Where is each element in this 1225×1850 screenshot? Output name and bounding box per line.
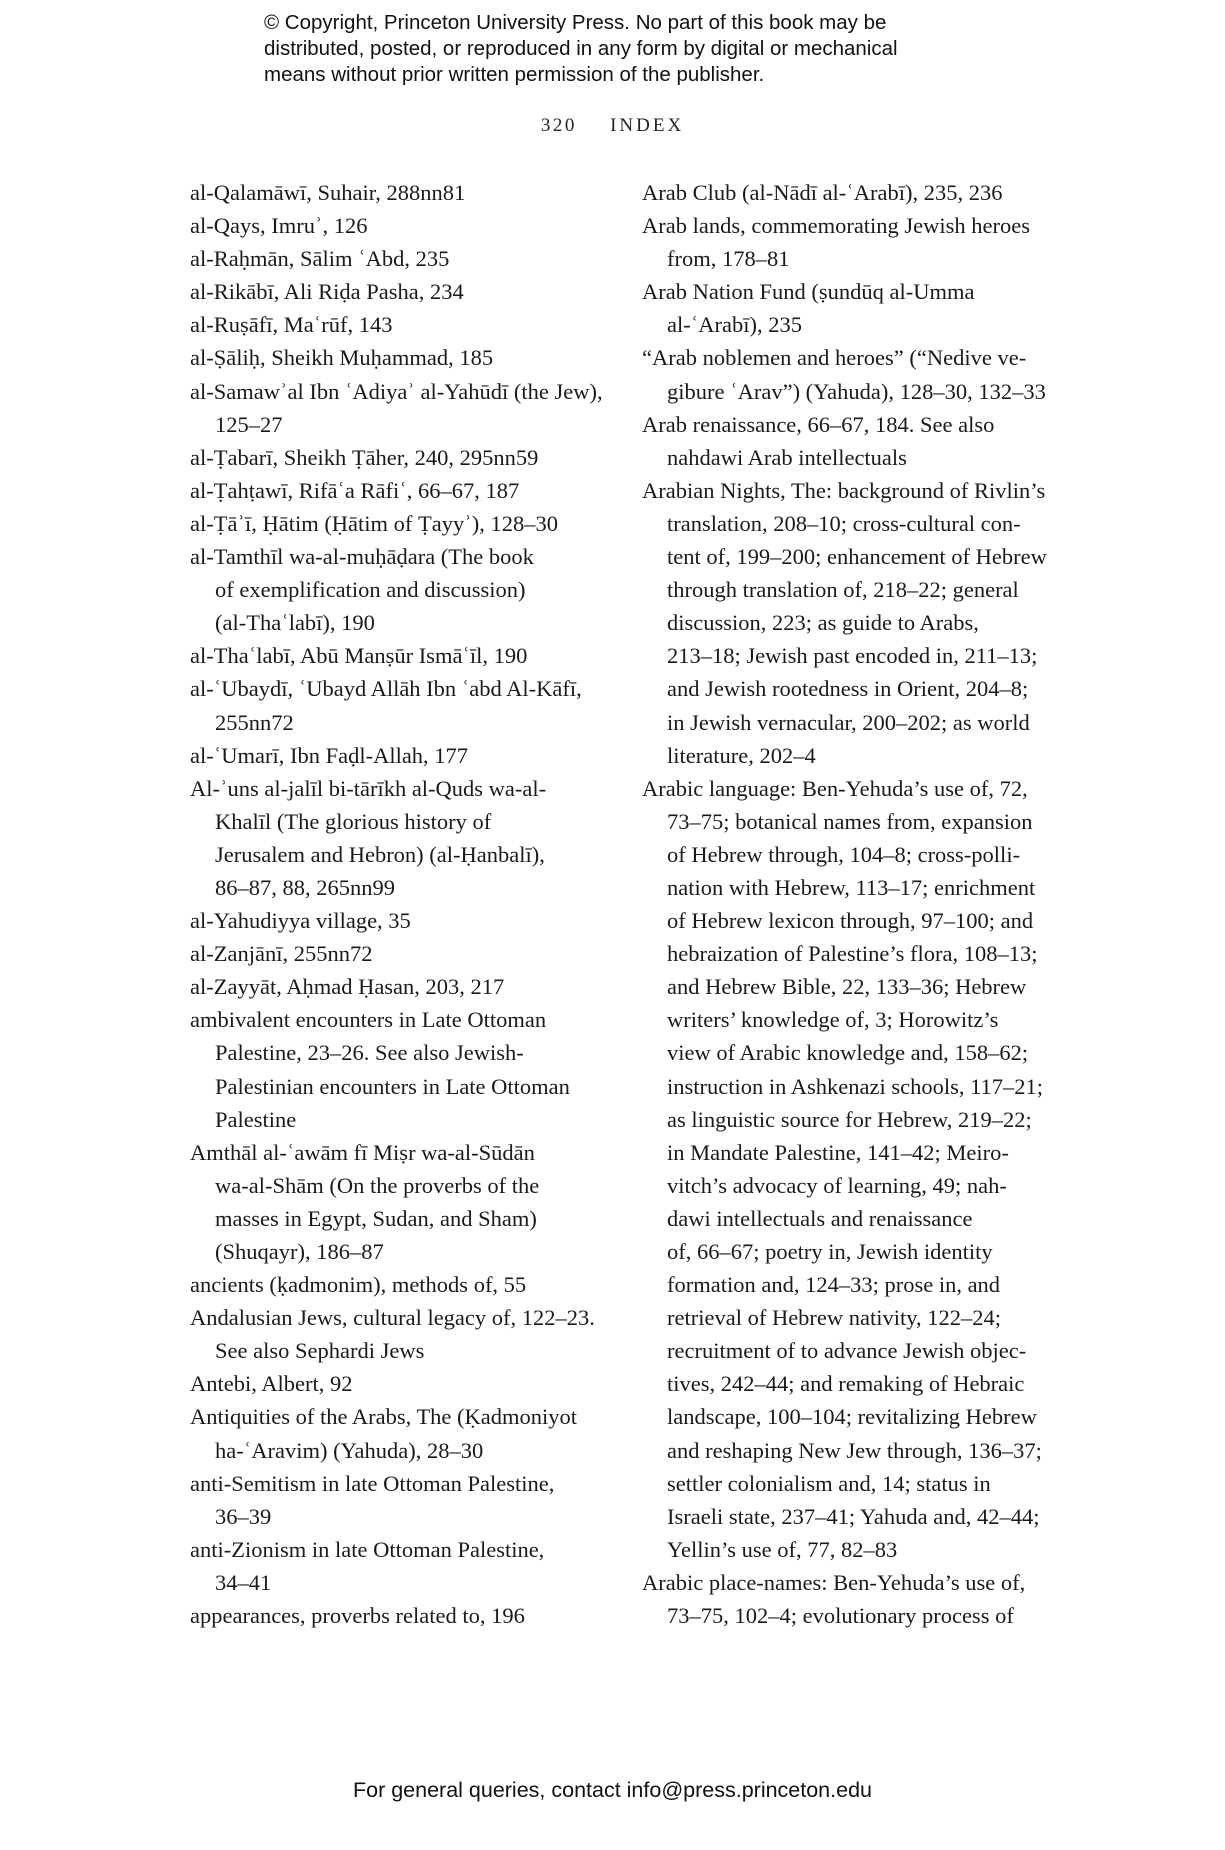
index-entry	[190, 739, 610, 772]
index-entry-heading: Andalusian Jews, cultural legacy of, 122–23.	[190, 1305, 595, 1331]
index-entry-continuation: masses in Egypt, Sudan, and Sham)	[215, 1205, 537, 1231]
index-entry-continuation: Palestine	[215, 1106, 297, 1132]
index-entry-heading: al-Qays, Imruʾ, 126	[190, 213, 368, 239]
footer-contact: For general queries, contact info@press.princeton.edu	[352, 1778, 872, 1802]
index-entry-continuation: of Hebrew through, 104–8; cross-polli-	[667, 841, 1021, 867]
index-entry-heading: al-ʿUbaydī, ʿUbayd Allāh Ibn ʿabd Al-Kāfī,	[190, 676, 582, 702]
index-entry-continuation: (Shuqayr), 186–87	[215, 1239, 384, 1264]
page-number: 320	[540, 115, 577, 136]
index-entry-continuation: See also Sephardi Jews	[215, 1338, 425, 1364]
index-entry-heading: Arabic place-names: Ben-Yehuda’s use of,	[642, 1569, 1026, 1595]
index-entry-continuation: hebraization of Palestine’s flora, 108–13;	[667, 941, 1038, 967]
index-entry	[190, 507, 610, 540]
index-entry-heading: al-Yahudiyya village, 35	[190, 908, 411, 934]
index-column-right	[642, 176, 1062, 1632]
index-entry-continuation: from, 178–81	[667, 246, 790, 272]
index-entry	[190, 375, 610, 441]
index-entry-heading: Arabic language: Ben-Yehuda’s use of, 72,	[642, 775, 1028, 801]
index-entry-continuation: 73–75; botanical names from, expansion	[667, 808, 1033, 834]
index-entry	[190, 1599, 610, 1632]
index-entry-heading: anti-Zionism in late Ottoman Palestine,	[190, 1536, 545, 1562]
index-entry-continuation: 73–75, 102–4; evolutionary process of	[667, 1603, 1014, 1629]
copyright-notice	[264, 10, 984, 88]
index-entry-heading: al-Tamthīl wa-al-muḥāḍara (The book	[190, 544, 534, 570]
index-entry-continuation: tent of, 199–200; enhancement of Hebrew	[667, 544, 1047, 570]
index-entry	[190, 672, 610, 738]
index-entry-continuation: (al-Thaʿlabī), 190	[215, 610, 375, 636]
index-entry	[190, 904, 610, 937]
index-entry	[190, 970, 610, 1003]
index-entry-continuation: wa-al-Shām (On the proverbs of the	[215, 1172, 540, 1198]
index-entry	[190, 937, 610, 970]
index-entry-heading: ambivalent encounters in Late Ottoman	[190, 1007, 547, 1033]
index-entry	[642, 275, 1062, 341]
index-entry-continuation: discussion, 223; as guide to Arabs,	[667, 610, 979, 636]
index-entry	[190, 1136, 610, 1268]
index-entry-continuation: retrieval of Hebrew nativity, 122–24;	[667, 1305, 1002, 1331]
index-entry	[190, 1467, 610, 1533]
index-entry-heading: al-Ruṣāfī, Maʿrūf, 143	[190, 312, 393, 338]
index-entry-continuation: of, 66–67; poetry in, Jewish identity	[667, 1239, 993, 1264]
index-entry-continuation: ha-ʿAravim) (Yahuda), 28–30	[215, 1437, 484, 1463]
index-entry-heading: appearances, proverbs related to, 196	[190, 1603, 525, 1629]
index-entry-continuation: Khalīl (The glorious history of	[215, 808, 492, 834]
index-entry	[190, 474, 610, 507]
index-entry-continuation: view of Arabic knowledge and, 158–62;	[667, 1040, 1029, 1066]
index-entry-continuation: of exemplification and discussion)	[215, 577, 526, 603]
index-entry-heading: al-ʿUmarī, Ibn Faḍl-Allah, 177	[190, 742, 469, 768]
index-entry-heading: “Arab noblemen and heroes” (“Nedive ve-	[642, 345, 1027, 371]
index-entry	[190, 308, 610, 341]
index-entry-continuation: and Hebrew Bible, 22, 133–36; Hebrew	[667, 974, 1027, 1000]
index-entry	[190, 341, 610, 374]
index-entry	[190, 1533, 610, 1599]
index-entry-heading: al-Raḥmān, Sālim ʿAbd, 235	[190, 246, 450, 272]
index-entry-heading: al-Zanjānī, 255nn72	[190, 941, 373, 967]
index-entry-continuation: landscape, 100–104; revitalizing Hebrew	[667, 1404, 1037, 1430]
index-entry-heading: al-Ṭāʾī, Ḥātim (Ḥātim of Ṭayyʾ), 128–30	[190, 510, 559, 536]
index-entry-continuation: of Hebrew lexicon through, 97–100; and	[667, 908, 1034, 934]
index-entry	[190, 209, 610, 242]
index-entry-continuation: vitch’s advocacy of learning, 49; nah-	[667, 1172, 1007, 1198]
index-entry	[190, 772, 610, 904]
index-entry-heading: Amthāl al-ʿawām fī Miṣr wa-al-Sūdān	[190, 1139, 535, 1165]
index-entry-heading: al-Rikābī, Ali Riḍa Pasha, 234	[190, 279, 464, 305]
index-entry	[190, 1268, 610, 1301]
index-entry-heading: Arab lands, commemorating Jewish heroes	[642, 213, 1031, 239]
index-entry-continuation: writers’ knowledge of, 3; Horowitz’s	[667, 1007, 999, 1033]
index-entry	[642, 408, 1062, 474]
index-entry	[190, 540, 610, 639]
index-entry	[190, 275, 610, 308]
index-entry	[642, 176, 1062, 209]
index-entry-continuation: Palestinian encounters in Late Ottoman	[215, 1073, 570, 1099]
index-entry-continuation: tives, 242–44; and remaking of Hebraic	[667, 1371, 1025, 1397]
index-entry-continuation: gibure ʿArav”) (Yahuda), 128–30, 132–33	[667, 378, 1046, 404]
index-entry-heading: al-Thaʿlabī, Abū Manṣūr Ismāʿīl, 190	[190, 643, 528, 669]
index-entry	[190, 1400, 610, 1466]
index-entry	[190, 242, 610, 275]
index-entry-continuation: 86–87, 88, 265nn99	[215, 874, 395, 900]
index-entry-heading: al-Zayyāt, Aḥmad Ḥasan, 203, 217	[190, 974, 505, 1000]
index-entry	[190, 1367, 610, 1400]
index-entry-heading: al-Ṭahṭawī, Rifāʿa Rāfiʿ, 66–67, 187	[190, 477, 520, 503]
index-entry-heading: al-Ṭabarī, Sheikh Ṭāher, 240, 295nn59	[190, 444, 539, 470]
index-entry	[642, 772, 1062, 1566]
index-entry-heading: ancients (ḳadmonim), methods of, 55	[190, 1272, 527, 1298]
copyright-line: means without prior written permission of the publisher.	[264, 63, 765, 86]
running-title: INDEX	[610, 115, 685, 136]
index-entry-continuation: settler colonialism and, 14; status in	[667, 1470, 991, 1496]
index-entry-continuation: instruction in Ashkenazi schools, 117–21;	[667, 1073, 1044, 1099]
index-entry-heading: al-Samawʾal Ibn ʿAdiyaʾ al-Yahūdī (the Jew),	[190, 378, 603, 404]
index-entry-heading: Arab Nation Fund (ṣundūq al-Umma	[642, 279, 975, 305]
index-entry	[190, 176, 610, 209]
running-head	[0, 115, 1225, 137]
index-entry-continuation: in Mandate Palestine, 141–42; Meiro-	[667, 1139, 1009, 1165]
index-entry-continuation: translation, 208–10; cross-cultural con-	[667, 510, 1021, 536]
index-entry-continuation: formation and, 124–33; prose in, and	[667, 1272, 1001, 1298]
index-entry-heading: Arab Club (al-Nādī al-ʿArabī), 235, 236	[642, 180, 1003, 205]
index-entry	[642, 209, 1062, 275]
index-entry-continuation: as linguistic source for Hebrew, 219–22;	[667, 1106, 1032, 1132]
index-entry	[190, 639, 610, 672]
copyright-line: distributed, posted, or reproduced in any form by digital or mechanical	[264, 37, 898, 60]
index-entry-continuation: and reshaping New Jew through, 136–37;	[667, 1437, 1042, 1463]
index-entry-continuation: nahdawi Arab intellectuals	[667, 444, 907, 470]
index-entry-heading: Arab renaissance, 66–67, 184. See also	[642, 411, 995, 437]
index-entry-continuation: al-ʿArabī), 235	[667, 312, 802, 338]
copyright-line: © Copyright, Princeton University Press. No part of this book may be	[264, 11, 887, 34]
index-entry	[642, 1566, 1062, 1632]
index-column-left	[190, 176, 610, 1632]
index-entry-heading: al-Ṣāliḥ, Sheikh Muḥammad, 185	[190, 345, 494, 371]
index-entry	[190, 441, 610, 474]
index-entry-continuation: Jerusalem and Hebron) (al-Ḥanbalī),	[215, 841, 545, 867]
index-entry-continuation: dawi intellectuals and renaissance	[667, 1205, 973, 1231]
index-entry-heading: al-Qalamāwī, Suhair, 288nn81	[190, 180, 466, 205]
index-entry-heading: anti-Semitism in late Ottoman Palestine,	[190, 1470, 555, 1496]
index-entry	[642, 341, 1062, 407]
index-entry-continuation: 255nn72	[215, 709, 294, 735]
index-entry-continuation: Palestine, 23–26. See also Jewish-	[215, 1040, 524, 1066]
index-entry	[642, 474, 1062, 772]
index-entry-continuation: 34–41	[215, 1569, 272, 1595]
index-entry-continuation: through translation of, 218–22; general	[667, 577, 1019, 603]
index-entry-heading: Arabian Nights, The: background of Rivlin’s	[642, 477, 1046, 503]
index-entry-continuation: in Jewish vernacular, 200–202; as world	[667, 709, 1030, 735]
index-entry-heading: Antiquities of the Arabs, The (Ḳadmoniyot	[190, 1404, 578, 1430]
index-entry-continuation: Yellin’s use of, 77, 82–83	[667, 1536, 898, 1562]
index-entry-continuation: Israeli state, 237–41; Yahuda and, 42–44;	[667, 1503, 1040, 1529]
index-entry-heading: Al-ʾuns al-jalīl bi-tārīkh al-Quds wa-al-	[190, 775, 547, 801]
index-entry-continuation: 125–27	[215, 411, 283, 437]
index-entry-continuation: recruitment of to advance Jewish objec-	[667, 1338, 1027, 1364]
index-entry-heading: Antebi, Albert, 92	[190, 1371, 353, 1397]
index-entry	[190, 1003, 610, 1135]
index-entry-continuation: nation with Hebrew, 113–17; enrichment	[667, 874, 1036, 900]
index-entry-continuation: 213–18; Jewish past encoded in, 211–13;	[667, 643, 1038, 669]
index-entry-continuation: and Jewish rootedness in Orient, 204–8;	[667, 676, 1029, 702]
index-entry	[190, 1301, 610, 1367]
index-entry-continuation: literature, 202–4	[667, 742, 816, 768]
index-entry-continuation: 36–39	[215, 1503, 272, 1529]
